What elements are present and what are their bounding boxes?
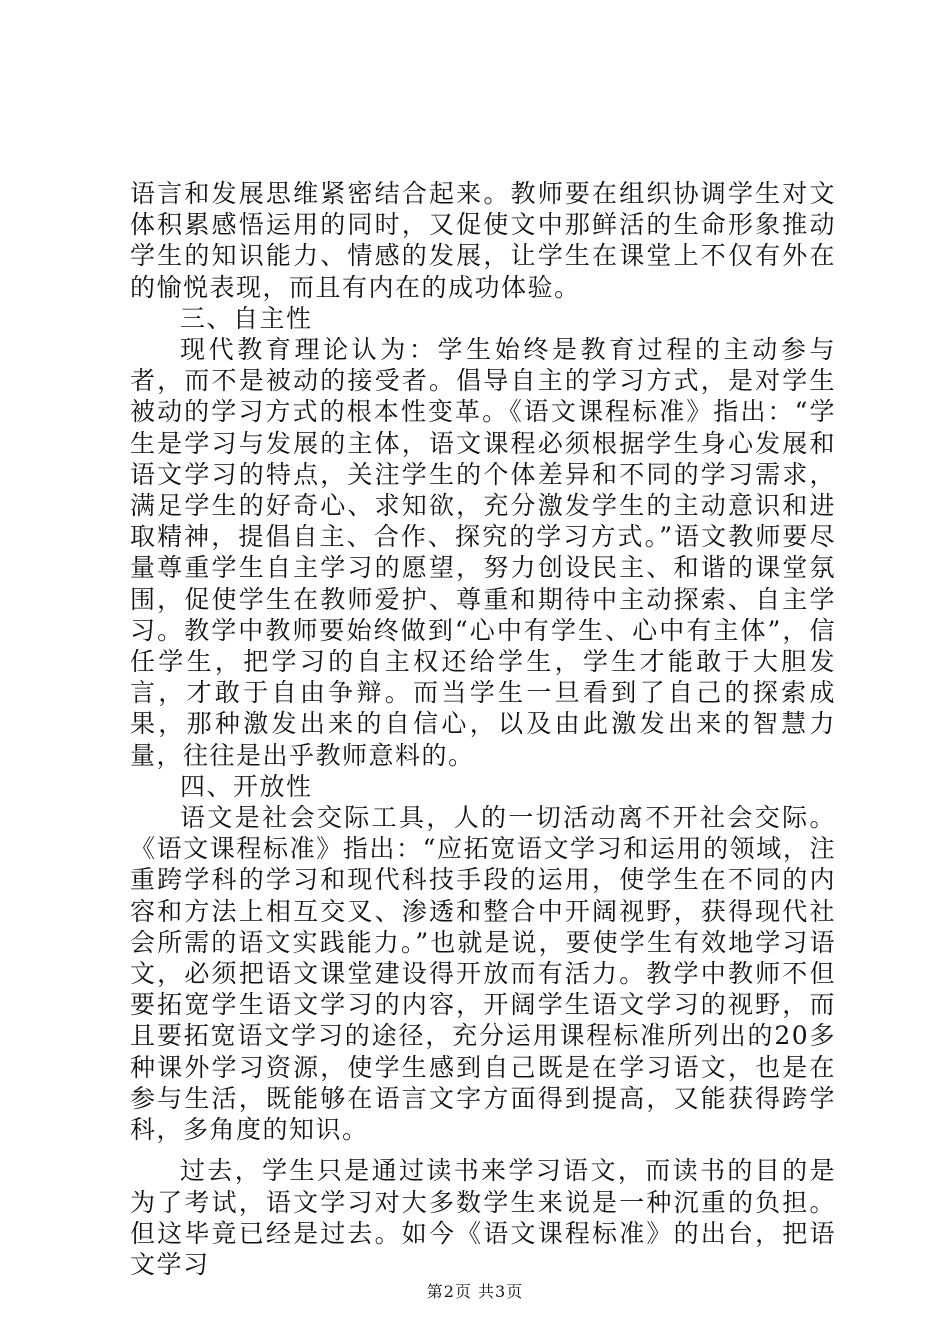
section-heading-autonomy: 三、自主性 <box>180 303 313 333</box>
document-body <box>130 178 836 1280</box>
paragraph-autonomy: 现代教育理论认为：学生始终是教育过程的主动参与者，而不是被动的接受者。倡导自主的学习方式，是对学生被动的学习方式的根本性变革。《语文课程标准》指出：“学生是学习与发展的主体，语文课程必须根据学生身心发展和语文学习的特点，关注学生的个体差异和不同的学习需求，满足学生的好奇心、求知欲，充分激发学生的主动意识和进取精神，提倡自主、合作、探究的学习方式。”语文教师要尽量尊重学生自主学习的愿望，努力创设民主、和谐的课堂氛围，促使学生在教师爱护、尊重和期待中主动探索、自主学习。教学中教师要始终做到“心中有学生、心中有主体”，信任学生，把学习的自主权还给学生，学生才能敢于大胆发言，才敢于自由争辩。而当学生一旦看到了自己的探索成果，那种激发出来的自信心，以及由此激发出来的智慧力量，往往是出乎教师意料的。 <box>130 335 836 770</box>
page-footer: 第2页 共3页 <box>426 1282 524 1301</box>
paragraph-past-and-present: 过去，学生只是通过读书来学习语文，而读书的目的是为了考试，语文学习对大多数学生来说是一种沉重的负担。但这毕竟已经是过去。如今《语文课程标准》的出台，把语文学习 <box>130 1156 836 1279</box>
paragraph-openness: 语文是社会交际工具，人的一切活动离不开社会交际。《语文课程标准》指出：“应拓宽语文学习和运用的领域，注重跨学科的学习和现代科技手段的运用，使学生在不同的内容和方法上相互交叉、渗透和整合中开阔视野，获得现代社会所需的语文实践能力。”也就是说，要使学生有效地学习语文，必须把语文课堂建设得开放而有活力。教学中教师不但要拓宽学生语文学习的内容，开阔学生语文学习的视野，而且要拓宽语文学习的途径，充分运用课程标准所列出的20多种课外学习资源，使学生感到自己既是在学习语文，也是在参与生活，既能够在语言文字方面得到提高，又能获得跨学科，多角度的知识。 <box>130 803 836 1145</box>
paragraph-language-thinking: 语言和发展思维紧密结合起来。教师要在组织协调学生对文体积累感悟运用的同时，又促使文中那鲜活的生命形象推动学生的知识能力、情感的发展，让学生在课堂上不仅有外在的愉悦表现，而且有内在的成功体验。 <box>130 179 836 302</box>
section-heading-openness: 四、开放性 <box>180 771 313 801</box>
